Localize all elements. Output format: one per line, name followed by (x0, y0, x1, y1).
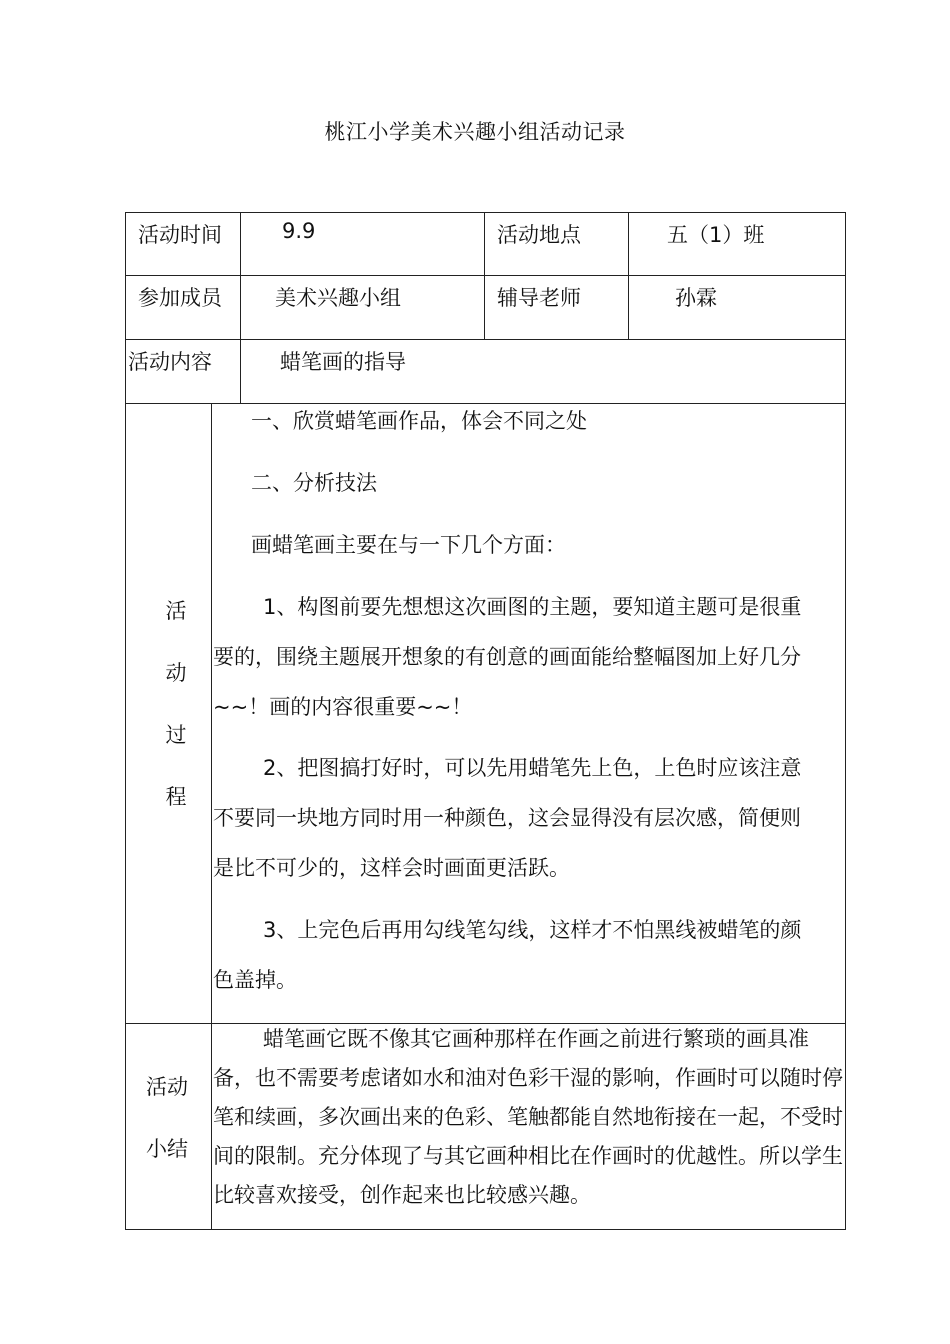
process-line: 一、欣赏蜡笔画作品，体会不同之处 (251, 409, 587, 433)
table-col-divider (211, 403, 212, 1230)
activity-place-label: 活动地点 (497, 223, 581, 247)
members-label: 参加成员 (138, 286, 222, 310)
process-label-char: 动 (165, 661, 187, 685)
teacher-value: 孙霖 (675, 286, 717, 310)
process-label-char: 程 (165, 785, 187, 809)
table-row-divider (125, 339, 846, 340)
process-line: 画蜡笔画主要在与一下几个方面： (251, 533, 566, 557)
process-line: ~~！画的内容很重要~~！ (213, 695, 473, 719)
summary-text: 蜡笔画它既不像其它画种那样在作画之前进行繁琐的画具准备，也不需要考虑诸如水和油对色彩干湿的影响，作画时可以随时停笔和续画，多次画出来的色彩、笔触都能自然地衔接在一起，不受时间的限制。充分体现了与其它画种相比在作画时的优越性。所以学生比较喜欢接受，创作起来也比较感兴趣。 (213, 1027, 843, 1207)
process-line: 要的，围绕主题展开想象的有创意的画面能给整幅图加上好几分 (213, 645, 801, 669)
content-label: 活动内容 (128, 350, 212, 374)
process-line: 是比不可少的，这样会时画面更活跃。 (213, 856, 570, 880)
process-line: 不要同一块地方同时用一种颜色，这会显得没有层次感，简便则 (213, 806, 801, 830)
teacher-label: 辅导老师 (497, 286, 581, 310)
process-line: 1、构图前要先想想这次画图的主题，要知道主题可是很重 (263, 595, 802, 619)
process-line: 二、分析技法 (251, 471, 377, 495)
table-col-divider (240, 212, 241, 404)
process-label-char: 活 (165, 599, 187, 623)
table-col-divider (628, 212, 629, 340)
process-label-char: 过 (165, 723, 187, 747)
process-line: 3、上完色后再用勾线笔勾线，这样才不怕黑线被蜡笔的颜 (263, 918, 802, 942)
activity-place-value: 五（1）班 (667, 223, 765, 247)
table-border-bottom (125, 1229, 846, 1230)
activity-time-value: 9.9 (282, 219, 316, 243)
content-value: 蜡笔画的指导 (280, 350, 406, 374)
page-title: 桃江小学美术兴趣小组活动记录 (324, 120, 626, 144)
table-border-left (125, 212, 126, 1230)
summary-label: 小结 (146, 1137, 188, 1161)
table-col-divider (484, 212, 485, 340)
table-border-top (125, 212, 846, 213)
members-value: 美术兴趣小组 (275, 286, 401, 310)
process-line: 色盖掉。 (213, 968, 297, 992)
table-border-right (845, 212, 846, 1230)
summary-label: 活动 (146, 1075, 188, 1099)
table-row-divider (125, 275, 846, 276)
process-line: 2、把图搞打好时，可以先用蜡笔先上色，上色时应该注意 (263, 756, 802, 780)
activity-time-label: 活动时间 (138, 223, 222, 247)
